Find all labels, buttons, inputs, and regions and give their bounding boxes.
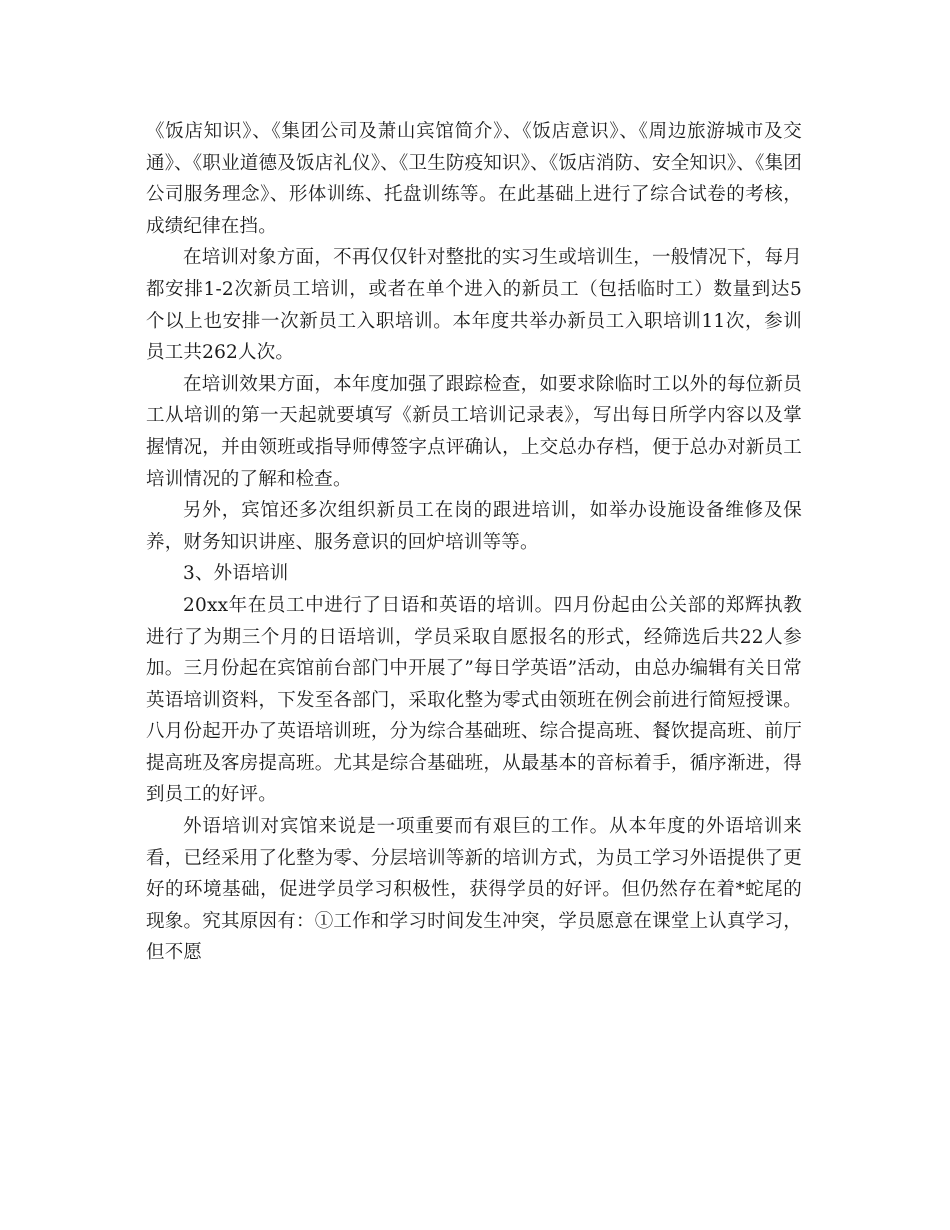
paragraph-training-effect: 在培训效果方面，本年度加强了跟踪检查，如要求除临时工以外的每位新员工从培训的第一天起就要填写《新员工培训记录表》，写出每日所学内容以及掌握情况，并由领班或指导师傅签字点评确认，上交总办存档，便于总办对新员工培训情况的了解和检查。 bbox=[146, 373, 802, 490]
paragraph-training-targets: 在培训对象方面，不再仅仅针对整批的实习生或培训生，一般情况下，每月都安排1-2次新员工培训，或者在单个进入的新员工（包括临时工）数量到达5个以上也安排一次新员工入职培训。本年度共举办新员工入职培训11次，参训员工共262人次。 bbox=[146, 247, 802, 364]
document-body bbox=[146, 116, 802, 969]
paragraph-language-courses: 20xx年在员工中进行了日语和英语的培训。四月份起由公关部的郑辉执教进行了为期三个月的日语培训，学员采取自愿报名的形式，经筛选后共22人参加。三月份起在宾馆前台部门中开展了”每日学英语”活动，由总办编辑有关日常英语培训资料，下发至各部门，采取化整为零式由领班在例会前进行简短授课。八月份起开办了英语培训班，分为综合基础班、综合提高班、餐饮提高班、前厅提高班及客房提高班。尤其是综合基础班，从最基本的音标着手，循序渐进，得到员工的好评。 bbox=[146, 594, 802, 806]
paragraph-follow-up-training: 另外，宾馆还多次组织新员工在岗的跟进培训，如举办设施设备维修及保养，财务知识讲座、服务意识的回炉培训等等。 bbox=[146, 500, 802, 553]
section-heading-foreign-language: 3、外语培训 bbox=[183, 563, 289, 585]
paragraph-course-list: 《饭店知识》、《集团公司及萧山宾馆简介》、《饭店意识》、《周边旅游城市及交通》、《职业道德及饭店礼仪》、《卫生防疫知识》、《饭店消防、安全知识》、《集团公司服务理念》、形体训练、托盘训练等。在此基础上进行了综合试卷的考核，成绩纪律在挡。 bbox=[146, 121, 802, 237]
paragraph-language-evaluation: 外语培训对宾馆来说是一项重要而有艰巨的工作。从本年度的外语培训来看，已经采用了化整为零、分层培训等新的培训方式，为员工学习外语提供了更好的环境基础，促进学员学习积极性，获得学员的好评。但仍然存在着*蛇尾的现象。究其原因有：①工作和学习时间发生冲突，学员愿意在课堂上认真学习，但不愿 bbox=[146, 816, 802, 964]
